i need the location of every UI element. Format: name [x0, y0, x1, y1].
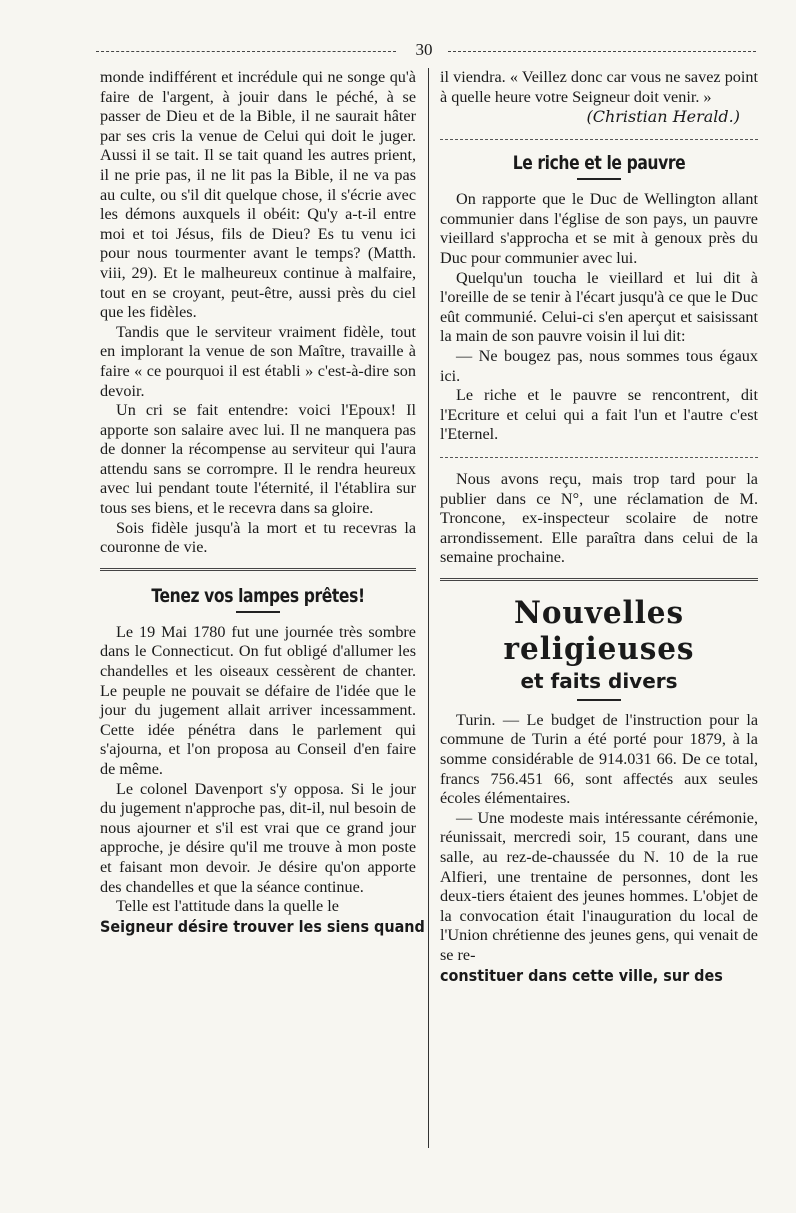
paragraph: — Ne bougez pas, nous sommes tous égaux ici. — [440, 346, 758, 385]
paragraph: Turin. — Le budget de l'instruction pour la commune de Turin a été porté pour 1879, à la somme considérable de 914.031 66. De ce total, francs 756.451 66, sont affectés aux seules écoles élémentaires. — [440, 710, 758, 808]
citation: (Christian Herald.) — [586, 107, 740, 127]
paragraph: Le 19 Mai 1780 fut une journée très sombre dans le Connecticut. On fut obligé d'allumer les chandelles et les oiseaux cessèrent de chanter. Le peuple ne pouvait se défaire de l'idée que le jour du jugement allait arriver incessamment. Cette idée pénétra dans le parlement qui s'ajourna, et l'on proposa au Conseil d'en faire de même. — [100, 622, 416, 778]
page-header — [96, 40, 756, 62]
page-number: 30 — [415, 40, 433, 59]
title-dash — [236, 611, 280, 613]
title-dash — [577, 699, 621, 701]
paragraph: monde indifférent et incrédule qui ne songe qu'à faire de l'argent, à jouir dans le péché, à se passer de Dieu et de la Bible, il ne saurait hâter par ses cris la venue de Celui qui doit le juger. Aussi il se tait. Il se tait quand les autres prient, il ne prie pas, il ne lit pas la Bible, il ne va pas au culte, ou s'il dit quelque chose, il s'écrie avec les démons auxquels il obéit: Qu'y a-t-il entre moi et toi Jésus, fils de Dieu? Es tu venu ici pour nous tourmenter avant le temps? (Matth. viii, 29). Et le malheureux continue à malfaire, tout en se croyant, peut-être, aussi près du ciel que les fidèles. — [100, 68, 416, 322]
paragraph: Sois fidèle jusqu'à la mort et tu recevras la couronne de vie. — [100, 518, 416, 557]
paragraph: Le riche et le pauvre se rencontrent, dit l'Ecriture et celui qui a fait l'un et l'autre c'est l'Eternel. — [440, 386, 758, 444]
header-rule-left — [96, 51, 396, 52]
paragraph: Le colonel Davenport s'y opposa. Si le jour du jugement n'approche pas, dit-il, nul besoin de nous ajourner et s'il est vrai que ce grand jour approche, je désire qu'il me trouve à mon poste et faisant mon devoir. Je désire qu'on apporte des chandelles et que la séance continue. — [100, 779, 416, 896]
section-subtitle: et faits divers — [520, 668, 678, 693]
section-separator — [440, 578, 758, 581]
section-title: Nouvelles religieuses — [503, 594, 695, 667]
article-title: Le riche et le pauvre — [512, 152, 686, 175]
paragraph: Quelqu'un toucha le vieillard et lui dit à l'oreille de se tenir à l'écart jusqu'à ce que le Duc eût communié. Celui-ci s'en aperçut et saisissant la main de son pauvre voisin il lui dit: — [440, 268, 758, 346]
last-line: constituer dans cette ville, sur des — [440, 965, 723, 985]
header-rule-right — [448, 51, 756, 52]
paragraph: il viendra. « Veillez donc car vous ne savez point à quelle heure votre Seigneur doit venir. » — [440, 68, 758, 106]
paragraph: — Une modeste mais intéressante cérémonie, réunissait, mercredi soir, 15 courant, dans une salle, au rez-de-chaussée du N. 10 de la rue Alfieri, une trentaine de personnes, dont les deux-tiers étaient des jeunes hommes. L'objet de la convocation était l'inauguration du local de l'Union chrétienne des jeunes gens, qui venait de se re- — [440, 808, 758, 964]
left-column — [100, 68, 425, 936]
column-divider — [428, 68, 429, 1148]
paragraph: Telle est l'attitude dans la quelle le — [116, 897, 339, 916]
paragraph: Nous avons reçu, mais trop tard pour la publier dans ce N°, une réclamation de M. Troncone, ex-inspecteur scolaire de notre arrondissement. Elle paraîtra dans celui de la semaine prochaine. — [440, 469, 758, 567]
article-title: Tenez vos lampes prêtes! — [151, 584, 365, 607]
paragraph: Tandis que le serviteur vraiment fidèle, tout en implorant la venue de son Maître, travaille à faire « ce pourquoi il est établi » c'est-à-dire son devoir. — [100, 322, 416, 400]
last-line: Seigneur désire trouver les siens quand — [100, 916, 425, 936]
right-column — [440, 68, 758, 985]
paragraph: Un cri se fait entendre: voici l'Epoux! Il apporte son salaire avec lui. Il ne manquera pas de donner la récompense au serviteur qui l'aura attendu sans se corrompre. Il le rendra heureux avec lui pendant toute l'éternité, il l'établira sur tous ses biens, et le recevra dans sa gloire. — [100, 401, 416, 518]
article-separator — [440, 457, 758, 458]
article-separator — [440, 139, 758, 140]
title-dash — [577, 178, 621, 180]
article-separator — [100, 568, 416, 571]
paragraph: On rapporte que le Duc de Wellington allant communier dans l'église de son pays, un pauvre vieillard s'approcha et se mit à genoux près du Duc pour communier avec lui. — [440, 190, 758, 267]
